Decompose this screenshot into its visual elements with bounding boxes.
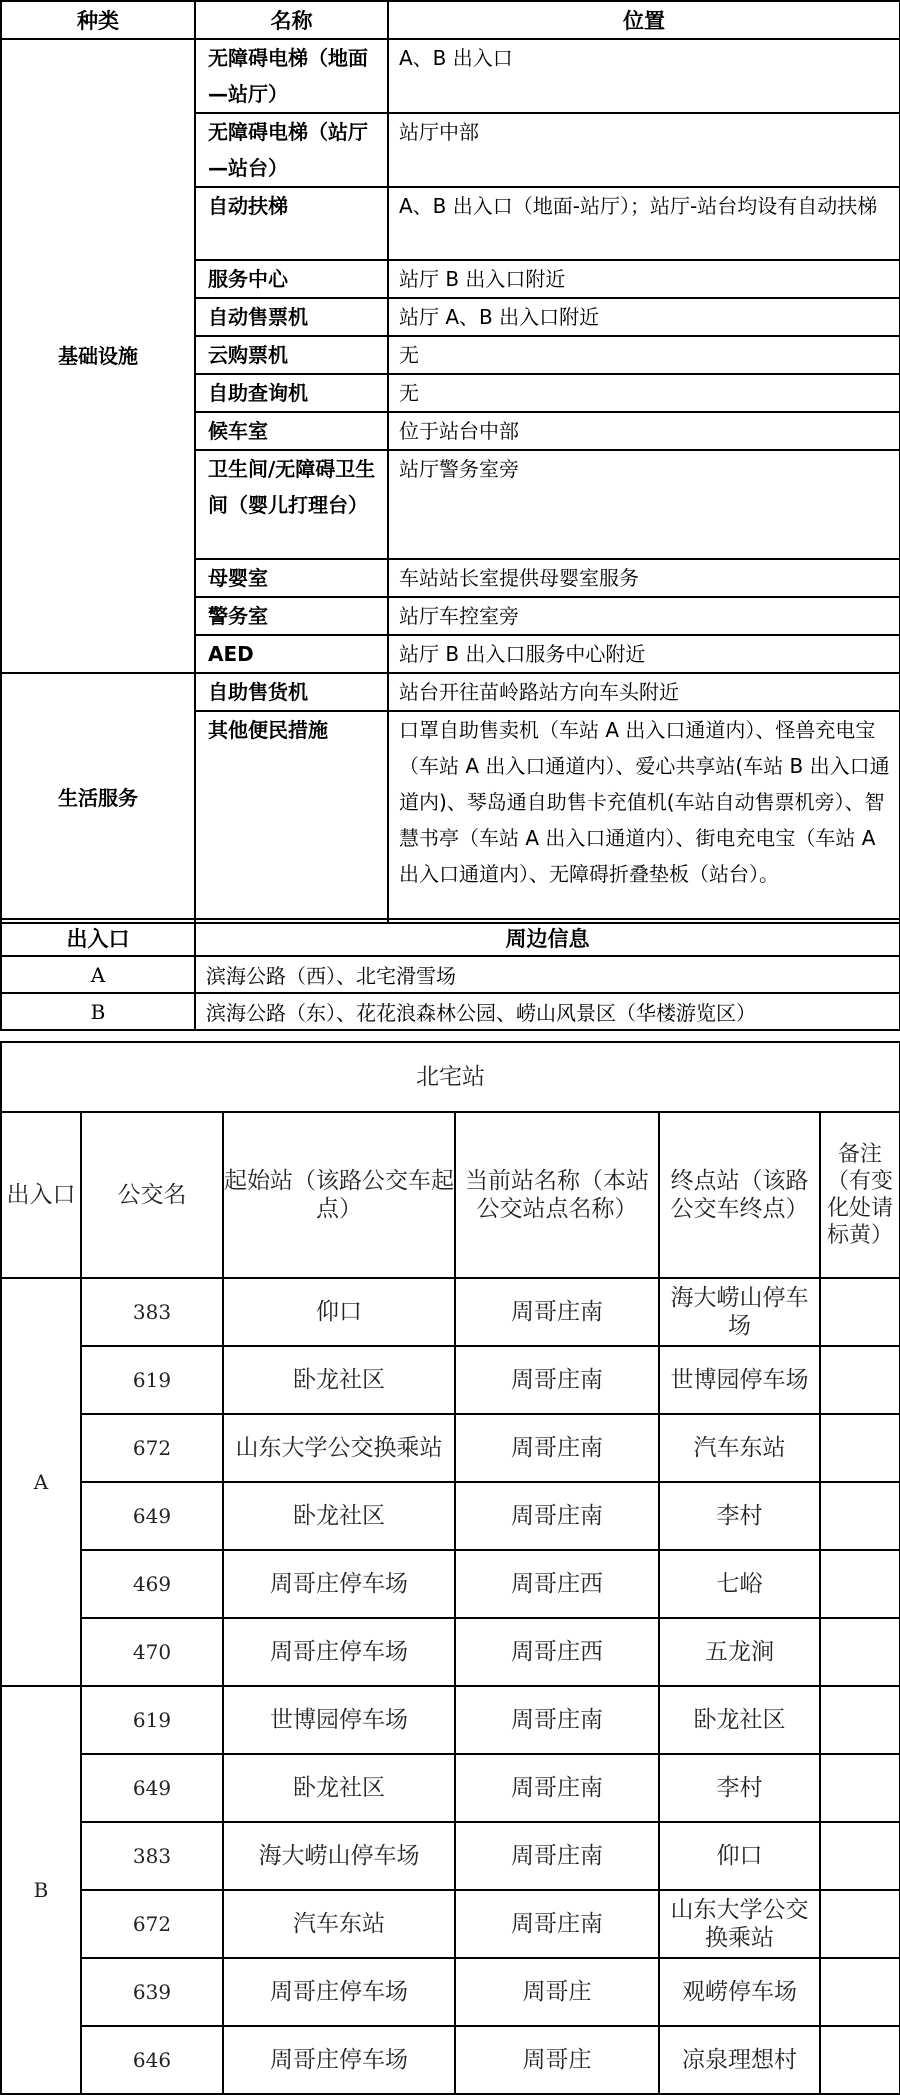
header-exit: 出入口	[1, 919, 195, 956]
current-stop: 周哥庄	[455, 2026, 659, 2094]
start-stop: 汽车东站	[223, 1890, 455, 1958]
end-stop: 仰口	[659, 1822, 820, 1890]
current-stop: 周哥庄南	[455, 1686, 659, 1754]
facility-name: 警务室	[195, 597, 388, 635]
current-stop: 周哥庄西	[455, 1550, 659, 1618]
note-cell	[820, 1346, 900, 1414]
route-number: 619	[81, 1346, 223, 1414]
entrances-table	[0, 918, 900, 1031]
start-stop: 周哥庄停车场	[223, 1550, 455, 1618]
table-row	[1, 1958, 900, 2026]
end-stop: 海大崂山停车场	[659, 1278, 820, 1346]
note-cell	[820, 1822, 900, 1890]
facility-location: A、B 出入口	[388, 39, 900, 113]
end-stop: 观崂停车场	[659, 1958, 820, 2026]
facilities-table	[0, 0, 900, 924]
header-current: 当前站名称（本站公交站点名称）	[455, 1112, 659, 1278]
table-row	[1, 1822, 900, 1890]
table-row	[1, 1414, 900, 1482]
facility-location: 站台开往苗岭路站方向车头附近	[388, 673, 900, 711]
note-cell	[820, 2026, 900, 2094]
facility-location: 站厅车控室旁	[388, 597, 900, 635]
current-stop: 周哥庄南	[455, 1482, 659, 1550]
table-row	[1, 993, 900, 1030]
start-stop: 卧龙社区	[223, 1346, 455, 1414]
current-stop: 周哥庄南	[455, 1346, 659, 1414]
start-stop: 周哥庄停车场	[223, 2026, 455, 2094]
start-stop: 仰口	[223, 1278, 455, 1346]
header-end: 终点站（该路公交车终点）	[659, 1112, 820, 1278]
note-cell	[820, 1618, 900, 1686]
start-stop: 卧龙社区	[223, 1482, 455, 1550]
facility-name: 卫生间/无障碍卫生间（婴儿打理台）	[195, 450, 388, 559]
table-row	[1, 39, 900, 113]
current-stop: 周哥庄南	[455, 1278, 659, 1346]
end-stop: 李村	[659, 1482, 820, 1550]
surroundings-info: 滨海公路（西）、北宅滑雪场	[195, 956, 900, 993]
current-stop: 周哥庄南	[455, 1822, 659, 1890]
table-row	[1, 1550, 900, 1618]
header-name: 名称	[195, 1, 388, 39]
route-number: 672	[81, 1414, 223, 1482]
facility-location: 无	[388, 374, 900, 412]
table-row	[1, 673, 900, 711]
route-number: 383	[81, 1822, 223, 1890]
header-start: 起始站（该路公交车起点）	[223, 1112, 455, 1278]
table-row	[1, 1618, 900, 1686]
note-cell	[820, 1482, 900, 1550]
header-entrance: 出入口	[1, 1112, 81, 1278]
table-row	[1, 1346, 900, 1414]
end-stop: 李村	[659, 1754, 820, 1822]
header-route: 公交名	[81, 1112, 223, 1278]
table-row	[1, 1754, 900, 1822]
note-cell	[820, 1686, 900, 1754]
end-stop: 凉泉理想村	[659, 2026, 820, 2094]
route-number: 619	[81, 1686, 223, 1754]
entrance-cell: B	[1, 1686, 81, 2094]
start-stop: 世博园停车场	[223, 1686, 455, 1754]
station-title: 北宅站	[1, 1042, 900, 1112]
category-cell: 生活服务	[1, 673, 195, 923]
route-number: 649	[81, 1482, 223, 1550]
facility-location: 无	[388, 336, 900, 374]
route-number: 646	[81, 2026, 223, 2094]
facility-name: 其他便民措施	[195, 711, 388, 923]
start-stop: 山东大学公交换乘站	[223, 1414, 455, 1482]
exit-label: B	[1, 993, 195, 1030]
facility-location: A、B 出入口（地面-站厅）；站厅-站台均设有自动扶梯	[388, 187, 900, 260]
facility-name: 自助售货机	[195, 673, 388, 711]
start-stop: 卧龙社区	[223, 1754, 455, 1822]
end-stop: 七峪	[659, 1550, 820, 1618]
table-row	[1, 1686, 900, 1754]
start-stop: 周哥庄停车场	[223, 1958, 455, 2026]
route-number: 470	[81, 1618, 223, 1686]
note-cell	[820, 1890, 900, 1958]
current-stop: 周哥庄南	[455, 1414, 659, 1482]
start-stop: 周哥庄停车场	[223, 1618, 455, 1686]
facility-name: AED	[195, 635, 388, 673]
current-stop: 周哥庄南	[455, 1890, 659, 1958]
surroundings-info: 滨海公路（东）、花花浪森林公园、崂山风景区（华楼游览区）	[195, 993, 900, 1030]
end-stop: 卧龙社区	[659, 1686, 820, 1754]
current-stop: 周哥庄南	[455, 1754, 659, 1822]
note-cell	[820, 1414, 900, 1482]
note-cell	[820, 1754, 900, 1822]
end-stop: 五龙涧	[659, 1618, 820, 1686]
bus-title-row	[1, 1042, 900, 1112]
facility-name: 云购票机	[195, 336, 388, 374]
facility-location: 站厅 B 出入口附近	[388, 260, 900, 298]
facility-location: 位于站台中部	[388, 412, 900, 450]
facility-location: 口罩自助售卖机（车站 A 出入口通道内）、怪兽充电宝（车站 A 出入口通道内）、爱心共享站(车站 B 出入口通道内)、琴岛通自助售卡充值机(车站自动售票机旁）、智慧书亭（车站 A 出入口通道内）、街电充电宝（车站 A 出入口通道内）、无障碍折叠垫板（站台）。	[388, 711, 900, 923]
current-stop: 周哥庄	[455, 1958, 659, 2026]
table-row	[1, 1890, 900, 1958]
route-number: 383	[81, 1278, 223, 1346]
facility-location: 站厅警务室旁	[388, 450, 900, 559]
facility-name: 无障碍电梯（地面—站厅）	[195, 39, 388, 113]
header-note: 备注（有变化处请标黄）	[820, 1112, 900, 1278]
facility-name: 自助查询机	[195, 374, 388, 412]
note-cell	[820, 1278, 900, 1346]
header-category: 种类	[1, 1, 195, 39]
facility-location: 车站站长室提供母婴室服务	[388, 559, 900, 597]
table-row	[1, 2026, 900, 2094]
facility-name: 母婴室	[195, 559, 388, 597]
facility-name: 自动售票机	[195, 298, 388, 336]
route-number: 672	[81, 1890, 223, 1958]
category-cell: 基础设施	[1, 39, 195, 673]
bus-table	[0, 1041, 900, 2095]
header-surroundings: 周边信息	[195, 919, 900, 956]
route-number: 649	[81, 1754, 223, 1822]
end-stop: 汽车东站	[659, 1414, 820, 1482]
note-cell	[820, 1958, 900, 2026]
table-row	[1, 956, 900, 993]
table-row	[1, 1278, 900, 1346]
header-location: 位置	[388, 1, 900, 39]
note-cell	[820, 1550, 900, 1618]
end-stop: 山东大学公交换乘站	[659, 1890, 820, 1958]
bus-header-row	[1, 1112, 900, 1278]
end-stop: 世博园停车场	[659, 1346, 820, 1414]
facility-name: 候车室	[195, 412, 388, 450]
facility-name: 无障碍电梯（站厅—站台）	[195, 113, 388, 187]
exit-label: A	[1, 956, 195, 993]
route-number: 469	[81, 1550, 223, 1618]
entrances-header-row	[1, 919, 900, 956]
facility-name: 自动扶梯	[195, 187, 388, 260]
facility-location: 站厅中部	[388, 113, 900, 187]
start-stop: 海大崂山停车场	[223, 1822, 455, 1890]
facility-location: 站厅 B 出入口服务中心附近	[388, 635, 900, 673]
facility-location: 站厅 A、B 出入口附近	[388, 298, 900, 336]
current-stop: 周哥庄西	[455, 1618, 659, 1686]
table-row	[1, 1482, 900, 1550]
entrance-cell: A	[1, 1278, 81, 1686]
route-number: 639	[81, 1958, 223, 2026]
facilities-header-row	[1, 1, 900, 39]
facility-name: 服务中心	[195, 260, 388, 298]
